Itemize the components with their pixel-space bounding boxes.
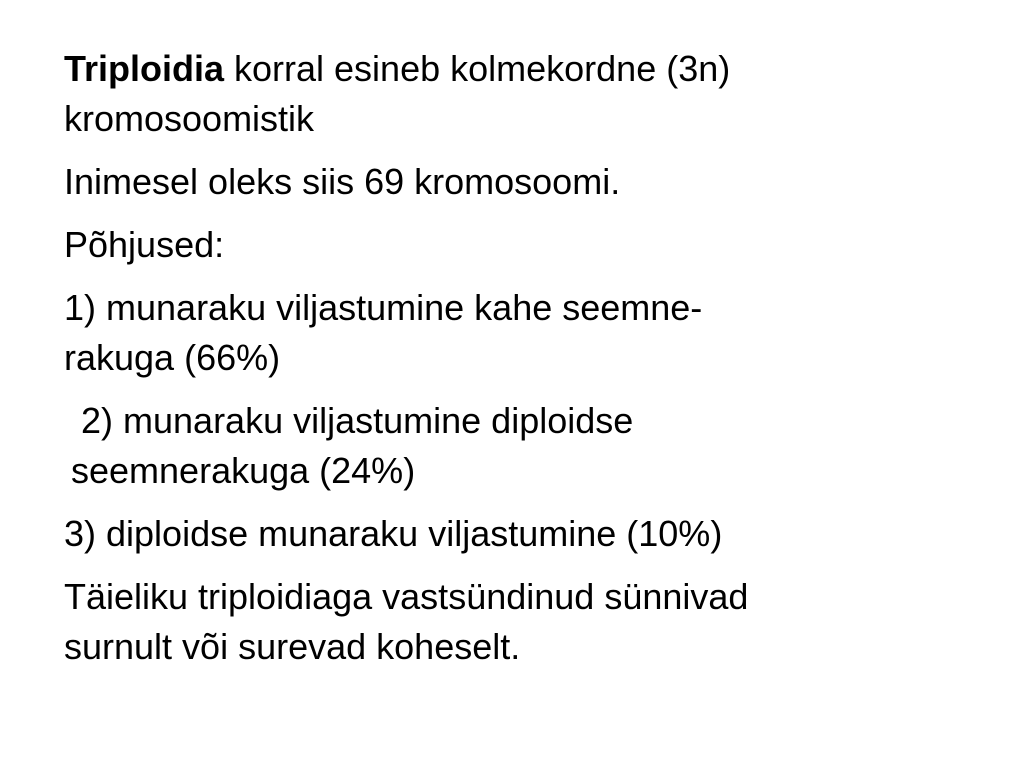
paragraph-line: rakuga (66%) — [64, 337, 281, 378]
paragraph-line: 1) munaraku viljastumine kahe seemne- — [64, 287, 703, 328]
paragraph-line: kromosoomistik — [64, 98, 315, 139]
paragraph-line: korral esineb kolmekordne (3n) — [224, 48, 731, 89]
slide-body — [64, 44, 964, 685]
paragraph-line: 2) munaraku viljastumine diploidse — [71, 400, 634, 441]
paragraph-triploidia-definition — [64, 44, 964, 144]
paragraph-line: Põhjused: — [64, 224, 225, 265]
paragraph-line: Täieliku triploidiaga vastsündinud sünnivad — [64, 576, 749, 617]
paragraph-line: Inimesel oleks siis 69 kromosoomi. — [64, 161, 621, 202]
cause-item-3 — [64, 509, 964, 559]
term-triploidia: Triploidia — [64, 48, 225, 89]
paragraph-line: seemnerakuga (24%) — [71, 450, 416, 491]
paragraph-line: 3) diploidse munaraku viljastumine (10%) — [64, 513, 723, 554]
paragraph-line: surnult või surevad koheselt. — [64, 626, 521, 667]
paragraph-outcome — [64, 572, 964, 672]
paragraph-chromosome-count — [64, 157, 964, 207]
cause-item-2 — [64, 396, 964, 496]
cause-item-1 — [64, 283, 964, 383]
paragraph-causes-heading — [64, 220, 964, 270]
